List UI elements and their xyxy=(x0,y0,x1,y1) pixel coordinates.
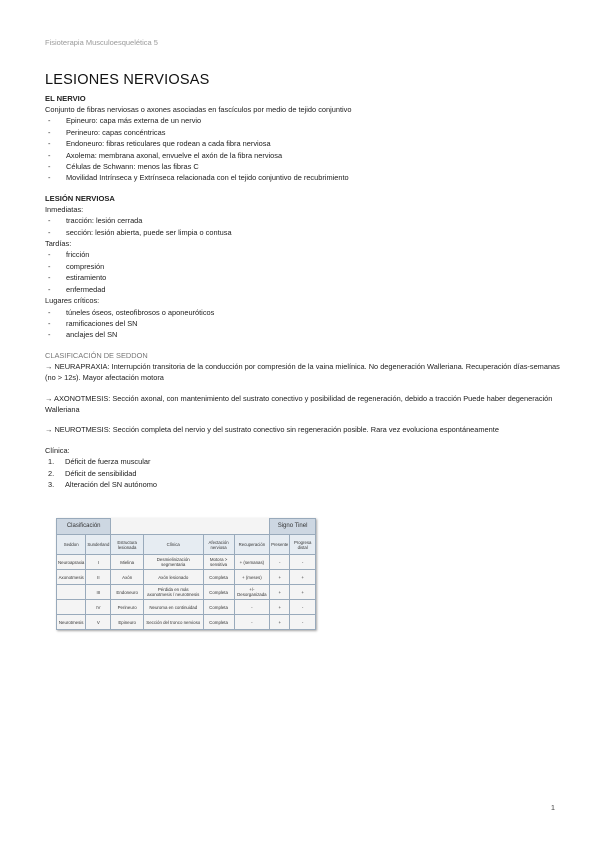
table-cell: Neuroma en continuidad xyxy=(143,600,203,615)
lugares-list xyxy=(45,307,560,341)
page-number: 1 xyxy=(550,803,555,812)
table-spacer xyxy=(111,519,270,535)
table-cell: Perineuro xyxy=(111,600,144,615)
table-cell: Epineuro xyxy=(111,615,144,630)
table-header: Seddon xyxy=(57,535,86,555)
list-item: - tracción: lesión cerrada xyxy=(45,215,560,226)
table-header: Sunderland xyxy=(86,535,111,555)
table-cell: - xyxy=(234,615,270,630)
table-cell: Motora > sensitiva xyxy=(203,555,234,570)
table-cell: Neurotmesis xyxy=(57,615,86,630)
list-item: - Células de Schwann: menos las fibras C xyxy=(45,161,560,172)
list-item: - anclajes del SN xyxy=(45,329,560,340)
table-cell: Axón lesionado xyxy=(143,570,203,585)
table-cell: + (semanas) xyxy=(234,555,270,570)
list-item xyxy=(45,456,560,467)
page-content xyxy=(45,72,560,490)
list-item: - compresión xyxy=(45,261,560,272)
list-item: - Perineuro: capas concéntricas xyxy=(45,127,560,138)
table-group-header: Clasificación xyxy=(57,519,111,535)
table-header-row xyxy=(57,535,316,555)
table-header: Clínica xyxy=(143,535,203,555)
table-row xyxy=(57,600,316,615)
list-item xyxy=(45,479,560,490)
table-cell: + xyxy=(270,615,290,630)
table-cell: +/- Desorganizada xyxy=(234,585,270,600)
list-item: - sección: lesión abierta, puede ser limpia o contusa xyxy=(45,227,560,238)
table-row xyxy=(57,585,316,600)
table-cell: - xyxy=(290,600,316,615)
inmediatas-list xyxy=(45,215,560,238)
lugares-label: Lugares críticos: xyxy=(45,296,100,306)
list-number: 1. xyxy=(48,457,55,467)
section-heading-nervio: EL NERVIO xyxy=(45,94,86,103)
table-cell: + xyxy=(290,585,316,600)
tardias-label: Tardías: xyxy=(45,239,72,249)
table-cell: Pérdida en más axonotmesis / neurotmesis xyxy=(143,585,203,600)
list-text: Déficit de fuerza muscular xyxy=(65,457,151,467)
table-row xyxy=(57,555,316,570)
list-item: - Axolema: membrana axonal, envuelve el axón de la fibra nerviosa xyxy=(45,150,560,161)
table-cell: - xyxy=(290,615,316,630)
table-header: Presente xyxy=(270,535,290,555)
list-item: - fricción xyxy=(45,249,560,260)
classification-table-image xyxy=(56,518,316,630)
table-header: Afectación nerviosa xyxy=(203,535,234,555)
table-cell: V xyxy=(86,615,111,630)
table-cell: IV xyxy=(86,600,111,615)
table-header: Progresa distal xyxy=(290,535,316,555)
table-cell: - xyxy=(234,600,270,615)
table-cell: II xyxy=(86,570,111,585)
axonotmesis-text: → AXONOTMESIS: Sección axonal, con mantenimiento del sustrato conectivo y posibilidad de regeneración, debido a tracción Puede haber degeneración Walleriana xyxy=(45,393,553,414)
neurapraxia-text: → NEURAPRAXIA: Interrupción transitoria de la conducción por compresión de la vaina mielínica. No degeneración Walleriana. Recuperación días-semanas (no > 12s). Mayor afectación motora xyxy=(45,361,560,383)
table-cell: Sección del tronco nervioso xyxy=(143,615,203,630)
table-cell: Completa xyxy=(203,615,234,630)
clinica-label: Clínica: xyxy=(45,445,70,455)
table-cell: Axón xyxy=(111,570,144,585)
list-item: - Epineuro: capa más externa de un nervio xyxy=(45,115,560,126)
running-header: Fisioterapia Musculoesquelética 5 xyxy=(45,38,158,47)
table-cell: Completa xyxy=(203,585,234,600)
table-cell: + xyxy=(270,600,290,615)
table-row xyxy=(57,615,316,630)
list-item: - ramificaciones del SN xyxy=(45,318,560,329)
table-header: Estructura lesionada xyxy=(111,535,144,555)
list-text: Alteración del SN autónomo xyxy=(65,479,158,489)
section-heading-lesion: LESIÓN NERVIOSA xyxy=(45,193,115,203)
table-cell: Completa xyxy=(203,600,234,615)
classification-table xyxy=(56,518,316,630)
table-cell: + xyxy=(270,570,290,585)
table-cell: + xyxy=(290,570,316,585)
table-cell: I xyxy=(86,555,111,570)
table-group-header: Signo Tinel xyxy=(270,519,316,535)
table-cell: Axonotmesis xyxy=(57,570,86,585)
nervio-list xyxy=(45,115,560,183)
table-cell xyxy=(57,600,86,615)
table-cell: + (meses) xyxy=(234,570,270,585)
table-cell: Neuroapraxia xyxy=(57,555,86,570)
table-header: Recuperación xyxy=(234,535,270,555)
table-cell: Endoneuro xyxy=(111,585,144,600)
section-heading-seddon: CLASIFICACIÓN DE SEDDON xyxy=(45,350,148,360)
table-cell: Mielina xyxy=(111,555,144,570)
clinica-list xyxy=(45,456,560,490)
list-item: - túneles óseos, osteofibrosos o aponeuróticos xyxy=(45,307,560,318)
list-text: Déficit de sensibilidad xyxy=(65,468,137,478)
table-cell: + xyxy=(270,585,290,600)
list-item: - Movilidad Intrínseca y Extrínseca relacionada con el tejido conjuntivo de recubrimiento xyxy=(45,172,560,183)
table-top-row xyxy=(57,519,316,535)
list-item: - estiramiento xyxy=(45,272,560,283)
table-cell: - xyxy=(290,555,316,570)
neurotmesis-text: → NEUROTMESIS: Sección completa del nervio y del sustrato conectivo sin regeneración posible. Rara vez evoluciona espontáneamente xyxy=(45,425,499,435)
list-number: 2. xyxy=(48,468,55,478)
inmediatas-label: Inmediatas: xyxy=(45,204,84,214)
list-number: 3. xyxy=(48,479,55,489)
tardias-list xyxy=(45,249,560,295)
page-title: LESIONES NERVIOSAS xyxy=(45,72,210,88)
list-item: - enfermedad xyxy=(45,284,560,295)
nervio-intro: Conjunto de fibras nerviosas o axones asociadas en fascículos por medio de tejido conjuntivo xyxy=(45,105,352,114)
table-cell xyxy=(57,585,86,600)
table-cell: - xyxy=(270,555,290,570)
table-cell: Completa xyxy=(203,570,234,585)
table-cell: Desmielinización segmentaria xyxy=(143,555,203,570)
list-item xyxy=(45,468,560,479)
table-row xyxy=(57,570,316,585)
table-cell: III xyxy=(86,585,111,600)
list-item: - Endoneuro: fibras reticulares que rodean a cada fibra nerviosa xyxy=(45,138,560,149)
